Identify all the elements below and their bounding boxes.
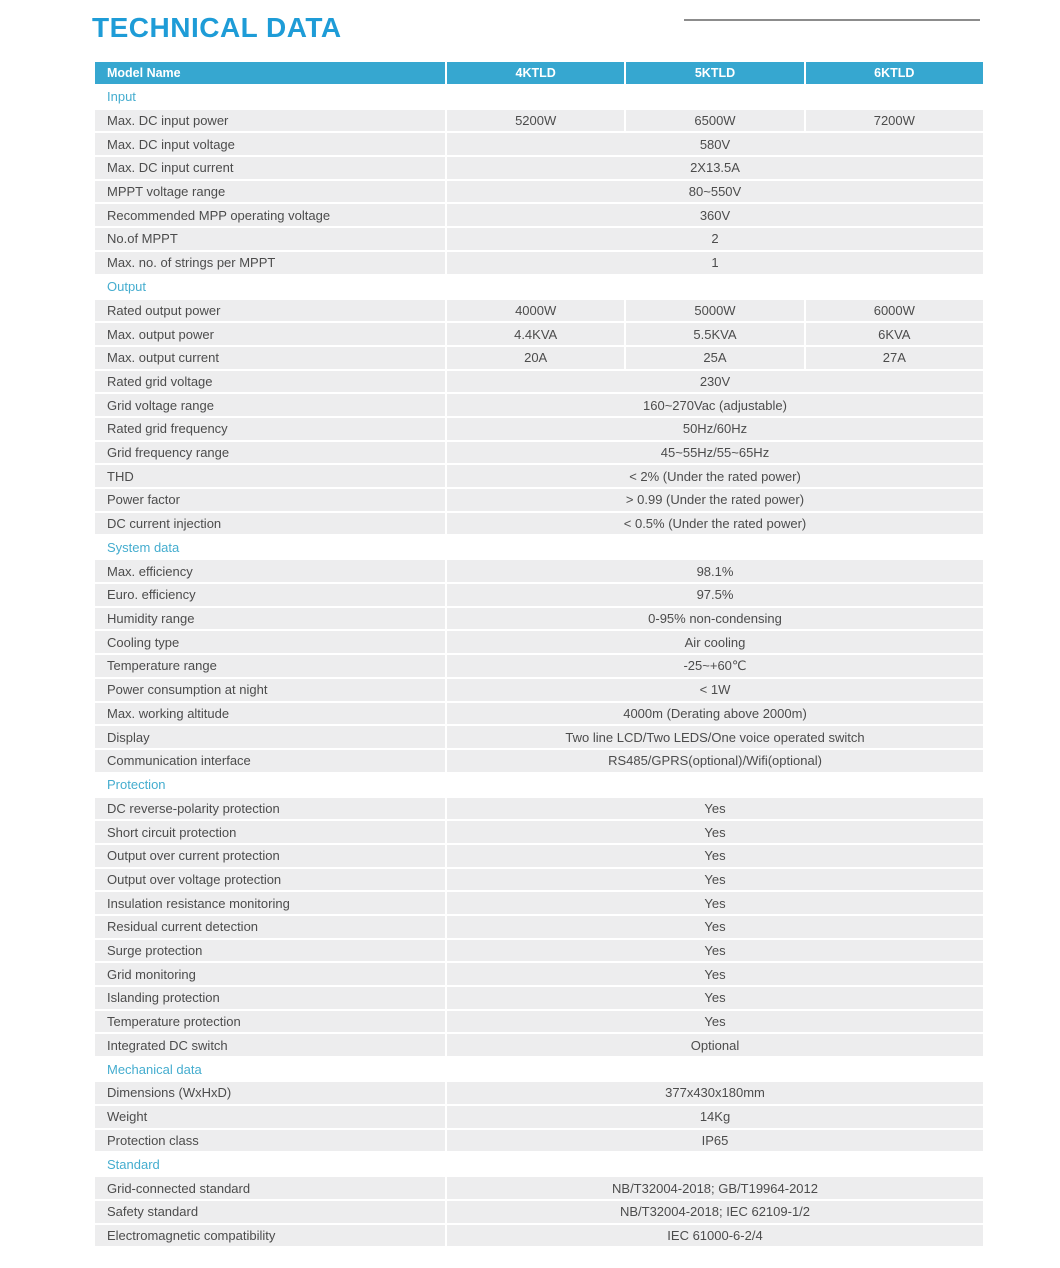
row-label: Max. DC input voltage [95,133,445,155]
row-label: DC reverse-polarity protection [95,798,445,820]
row-value-span: IEC 61000-6-2/4 [447,1225,983,1247]
row-label: Electromagnetic compatibility [95,1225,445,1247]
page-title: TECHNICAL DATA [92,12,342,43]
row-label: Max. DC input current [95,157,445,179]
row-label: Rated grid frequency [95,418,445,440]
row-label: DC current injection [95,513,445,535]
model-name-header: Model Name [95,62,445,84]
row-label: Grid frequency range [95,442,445,464]
section-header-protection [95,774,983,796]
row-label: Residual current detection [95,916,445,938]
row-value-span: Optional [447,1034,983,1056]
row-value: 6KVA [806,323,983,345]
table-row [95,489,983,511]
table-row [95,798,983,820]
row-label: Humidity range [95,608,445,630]
row-label: Display [95,726,445,748]
row-label: Grid-connected standard [95,1177,445,1199]
row-value: 4.4KVA [447,323,624,345]
row-value-span: 14Kg [447,1106,983,1128]
row-label: Rated grid voltage [95,371,445,393]
row-label: Grid monitoring [95,963,445,985]
row-label: MPPT voltage range [95,181,445,203]
row-value-span: 230V [447,371,983,393]
row-label: Weight [95,1106,445,1128]
row-value-span: < 2% (Under the rated power) [447,465,983,487]
row-label: Max. output power [95,323,445,345]
row-value-span: 98.1% [447,560,983,582]
row-value-span: > 0.99 (Under the rated power) [447,489,983,511]
row-value-span: 580V [447,133,983,155]
row-value-span: -25~+60℃ [447,655,983,677]
section-title: System data [95,536,983,558]
row-label: Max. efficiency [95,560,445,582]
row-label: Power consumption at night [95,679,445,701]
section-title: Input [95,86,983,108]
row-value-span: Yes [447,869,983,891]
table-row [95,584,983,606]
model-column-header-5ktld: 5KTLD [626,62,803,84]
row-label: Communication interface [95,750,445,772]
row-value-span: Yes [447,963,983,985]
table-row [95,252,983,274]
table-row [95,418,983,440]
row-value-span: NB/T32004-2018; IEC 62109-1/2 [447,1201,983,1223]
table-row [95,655,983,677]
row-value: 6000W [806,300,983,322]
row-label: Surge protection [95,940,445,962]
row-label: Insulation resistance monitoring [95,892,445,914]
table-row [95,465,983,487]
section-title: Standard [95,1153,983,1175]
row-label: Integrated DC switch [95,1034,445,1056]
row-label: Grid voltage range [95,394,445,416]
section-title: Mechanical data [95,1058,983,1080]
row-label: Output over voltage protection [95,869,445,891]
table-row [95,679,983,701]
table-row [95,987,983,1009]
table-row [95,347,983,369]
table-header-row [95,62,983,84]
row-value-span: Yes [447,892,983,914]
row-value-span: 360V [447,204,983,226]
table-row [95,110,983,132]
section-title: Output [95,276,983,298]
row-value-span: NB/T32004-2018; GB/T19964-2012 [447,1177,983,1199]
row-label: Temperature protection [95,1011,445,1033]
row-value-span: 160~270Vac (adjustable) [447,394,983,416]
row-value-span: 45~55Hz/55~65Hz [447,442,983,464]
row-label: Safety standard [95,1201,445,1223]
table-row [95,1082,983,1104]
row-label: Max. DC input power [95,110,445,132]
section-header-system-data [95,536,983,558]
row-value: 27A [806,347,983,369]
table-row [95,157,983,179]
row-label: THD [95,465,445,487]
row-label: Dimensions (WxHxD) [95,1082,445,1104]
table-row [95,513,983,535]
row-label: Protection class [95,1130,445,1152]
table-row [95,204,983,226]
table-row [95,821,983,843]
row-value: 4000W [447,300,624,322]
row-value-span: IP65 [447,1130,983,1152]
table-row [95,1225,983,1247]
table-row [95,703,983,725]
section-header-standard [95,1153,983,1175]
row-value: 5200W [447,110,624,132]
row-value: 6500W [626,110,803,132]
table-row [95,1201,983,1223]
section-header-input [95,86,983,108]
row-value-span: 1 [447,252,983,274]
row-value-span: Air cooling [447,631,983,653]
table-row [95,631,983,653]
row-label: Recommended MPP operating voltage [95,204,445,226]
row-value: 7200W [806,110,983,132]
table-row [95,963,983,985]
row-value-span: Yes [447,845,983,867]
row-label: Output over current protection [95,845,445,867]
table-row [95,845,983,867]
row-value-span: Yes [447,987,983,1009]
row-value-span: Two line LCD/Two LEDS/One voice operated switch [447,726,983,748]
table-row [95,394,983,416]
row-value-span: 377x430x180mm [447,1082,983,1104]
table-row [95,181,983,203]
row-value-span: Yes [447,798,983,820]
section-header-output [95,276,983,298]
row-label: Short circuit protection [95,821,445,843]
row-value-span: < 1W [447,679,983,701]
table-row [95,940,983,962]
row-value-span: Yes [447,1011,983,1033]
row-value-span: Yes [447,940,983,962]
table-row [95,228,983,250]
row-label: Temperature range [95,655,445,677]
row-value: 25A [626,347,803,369]
row-value-span: 97.5% [447,584,983,606]
row-label: Max. no. of strings per MPPT [95,252,445,274]
section-title: Protection [95,774,983,796]
row-value: 5000W [626,300,803,322]
table-row [95,1011,983,1033]
model-column-header-6ktld: 6KTLD [806,62,983,84]
table-row [95,1177,983,1199]
table-row [95,750,983,772]
row-label: Max. output current [95,347,445,369]
table-row [95,560,983,582]
row-value-span: 2 [447,228,983,250]
row-value-span: 0-95% non-condensing [447,608,983,630]
top-right-rule [684,19,980,21]
row-value-span: < 0.5% (Under the rated power) [447,513,983,535]
table-row [95,726,983,748]
row-value-span: RS485/GPRS(optional)/Wifi(optional) [447,750,983,772]
table-row [95,608,983,630]
row-label: No.of MPPT [95,228,445,250]
technical-data-table [95,62,983,1246]
row-value-span: 2X13.5A [447,157,983,179]
row-value-span: 80~550V [447,181,983,203]
table-row [95,133,983,155]
row-value-span: Yes [447,916,983,938]
table-row [95,442,983,464]
table-row [95,323,983,345]
table-row [95,300,983,322]
row-value: 5.5KVA [626,323,803,345]
table-row [95,892,983,914]
row-label: Max. working altitude [95,703,445,725]
row-label: Rated output power [95,300,445,322]
row-value: 20A [447,347,624,369]
table-row [95,1034,983,1056]
section-header-mechanical-data [95,1058,983,1080]
table-row [95,1106,983,1128]
row-value-span: Yes [447,821,983,843]
row-label: Cooling type [95,631,445,653]
row-value-span: 4000m (Derating above 2000m) [447,703,983,725]
table-row [95,916,983,938]
table-row [95,869,983,891]
table-row [95,371,983,393]
model-column-header-4ktld: 4KTLD [447,62,624,84]
row-label: Islanding protection [95,987,445,1009]
table-row [95,1130,983,1152]
row-label: Euro. efficiency [95,584,445,606]
row-value-span: 50Hz/60Hz [447,418,983,440]
row-label: Power factor [95,489,445,511]
